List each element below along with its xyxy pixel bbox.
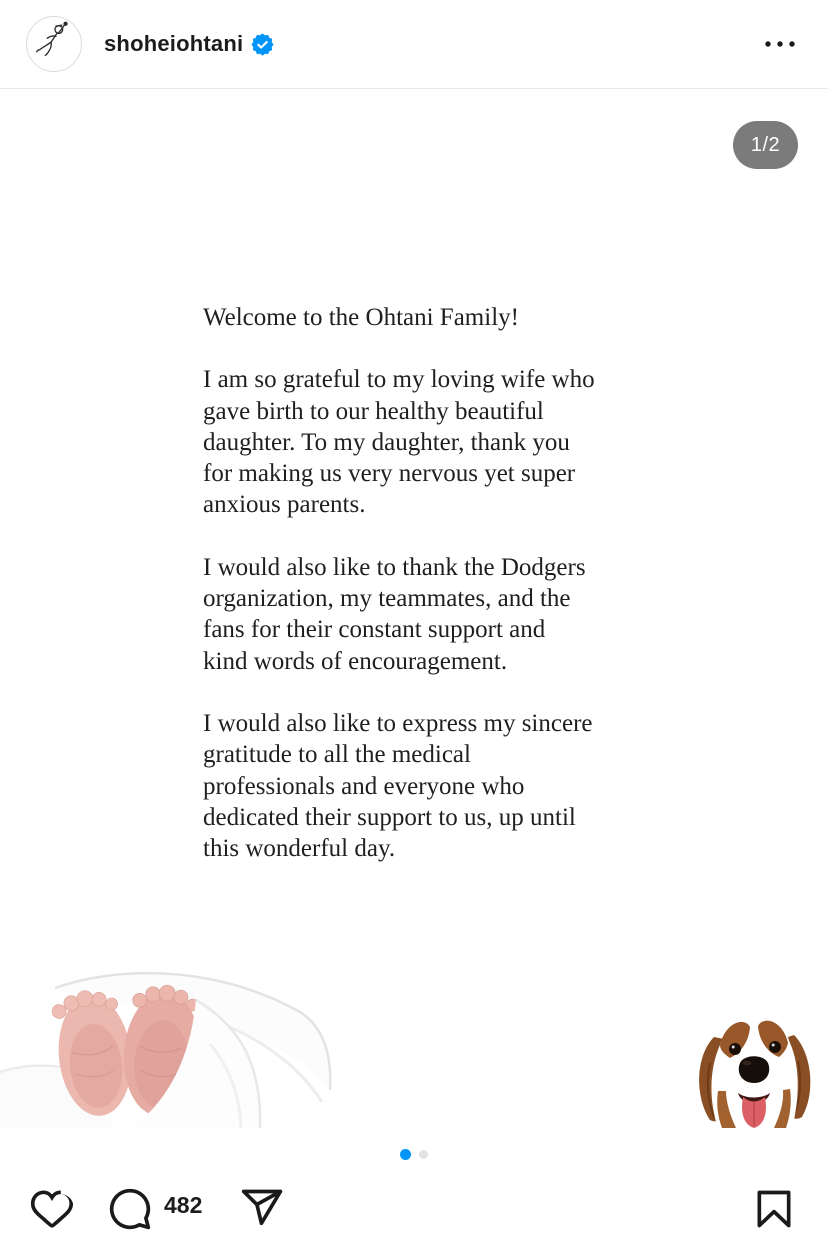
letter-paragraph: Welcome to the Ohtani Family!	[203, 304, 519, 331]
comment-count[interactable]: 482	[164, 1192, 203, 1218]
baby-feet-photo	[0, 960, 335, 1128]
share-button[interactable]	[238, 1185, 286, 1231]
three-dots-icon	[764, 38, 796, 50]
heart-icon	[29, 1187, 75, 1231]
verified-badge-icon	[251, 33, 274, 56]
action-bar	[0, 1128, 828, 1258]
dog-photo	[680, 1003, 828, 1128]
letter-paragraph: I would also like to express my sincere gratitude to all the medical professionals and everyone who dedicated their support to us, up until this wonderful day.	[203, 709, 593, 863]
save-button[interactable]	[751, 1186, 797, 1232]
avatar[interactable]	[26, 16, 82, 72]
post-media-slide[interactable]	[0, 90, 828, 1128]
comment-bubble-icon	[107, 1187, 153, 1231]
bookmark-icon	[752, 1187, 796, 1231]
paper-plane-icon	[239, 1186, 285, 1230]
letter-paragraph: I would also like to thank the Dodgers organization, my teammates, and the fans for their constant support and kind words of encouragement.	[203, 553, 586, 675]
letter-text	[203, 302, 643, 895]
baseball-player-sketch-icon	[27, 16, 81, 72]
username[interactable]: shoheiohtani	[104, 31, 244, 56]
letter-paragraph: I am so grateful to my loving wife who gave birth to our healthy beautiful daughter. To my daughter, thank you for making us very nervous yet super anxious parents.	[203, 366, 595, 519]
carousel-page-indicator: 1/2	[733, 121, 798, 169]
like-button[interactable]	[28, 1186, 76, 1232]
post-header	[0, 0, 828, 89]
comment-button[interactable]	[106, 1186, 154, 1232]
more-options-button[interactable]	[758, 32, 802, 56]
